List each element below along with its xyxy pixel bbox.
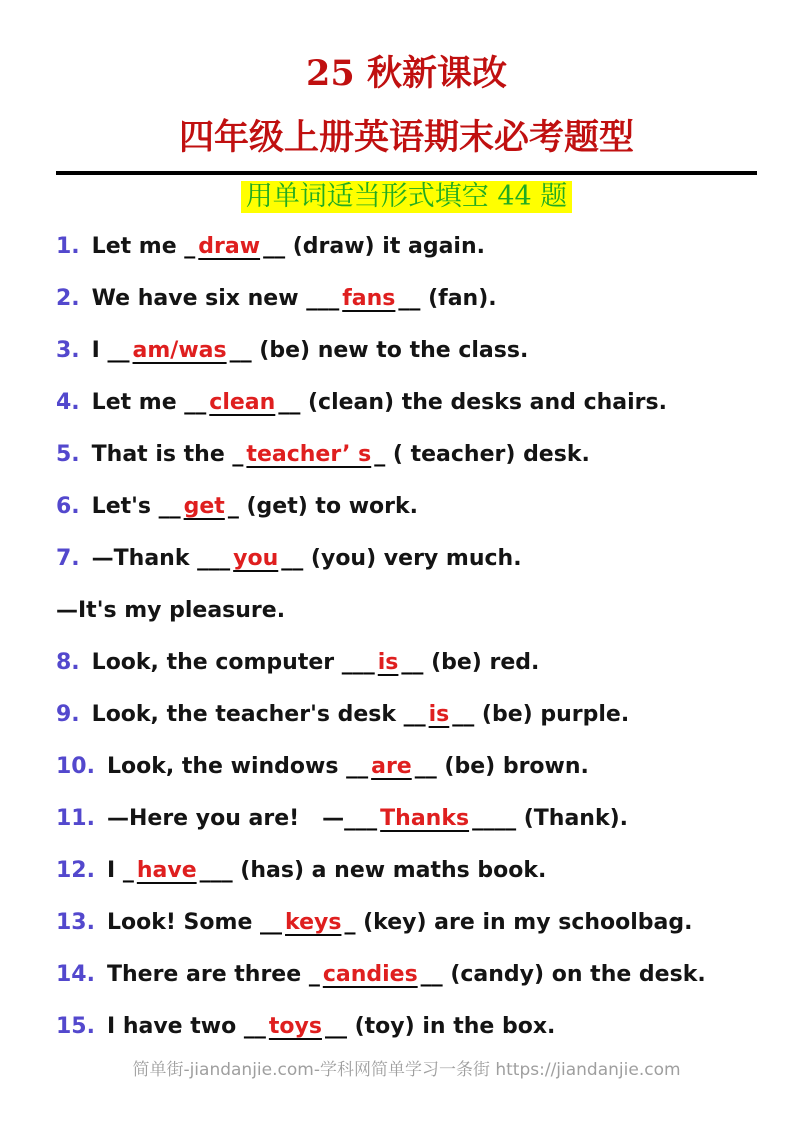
item-text-pre: —It's my pleasure. [56,597,286,623]
item-text-post: (has) a new maths book. [232,857,547,883]
item-text-post: (Thank). [516,805,628,831]
item-text-post: (toy) in the box. [346,1013,556,1039]
blank-underscore-right: _ [374,441,386,467]
blank-underscore-left: _ [232,441,244,467]
item-number: 4. [56,389,80,415]
item-text-post: (you) very much. [303,545,522,571]
item-sentence [107,910,693,935]
blank-underscore-left: ___ [197,545,231,571]
item-sentence [92,286,497,311]
item-number: 11. [56,805,95,831]
blank-underscore-right: __ [452,701,475,727]
item-answer: get [183,493,225,519]
item-text-pre: Let me [91,389,185,415]
blank-underscore-right: __ [420,961,443,987]
blank-underscore-right: __ [324,1013,347,1039]
blank-underscore-left: __ [243,1013,266,1039]
watermark-footer: 简单街-jiandanjie.com-学科网简单学习一条街 https://jiandanjie.com [132,1059,681,1080]
item-sentence [92,234,485,259]
page-title-line2: 四年级上册英语期末必考题型 [178,117,634,159]
item-text-pre: Look! Some [106,909,261,935]
item-answer: teacher’ s [246,441,372,467]
exercise-list [56,221,757,1053]
item-text-post: (be) brown. [436,753,589,779]
blank-underscore-right: ____ [472,805,517,831]
item-sentence [92,546,522,571]
item-sentence [92,442,590,467]
item-sentence [92,390,667,415]
item-text-pre: We have six new [91,285,307,311]
exercise-item [56,1001,757,1053]
item-sentence [107,858,546,883]
item-sentence [92,494,418,519]
exercise-item [56,273,757,325]
item-text-post: (key) are in my schoolbag. [355,909,693,935]
blank-underscore-right: __ [401,649,424,675]
item-answer: toys [268,1013,322,1039]
item-text-post: (get) to work. [238,493,418,519]
item-text-pre: —Thank [91,545,198,571]
blank-underscore-left: __ [158,493,181,519]
item-answer: draw [198,233,261,259]
item-number: 15. [56,1013,95,1039]
item-sentence [92,650,540,675]
item-answer: fans [342,285,396,311]
exercise-item [56,585,757,637]
item-answer: is [377,649,399,675]
blank-underscore-right: __ [281,545,304,571]
item-text-post: (candy) on the desk. [442,961,706,987]
item-text-pre: —Here you are! — [106,805,345,831]
item-text-pre: I [91,337,108,363]
item-text-post: ( teacher) desk. [385,441,590,467]
blank-underscore-left: ___ [344,805,378,831]
item-text-pre: Let me [91,233,185,259]
item-answer: is [428,701,450,727]
item-number: 14. [56,961,95,987]
exercise-item [56,377,757,429]
blank-underscore-left: _ [122,857,134,883]
blank-underscore-left: ___ [306,285,340,311]
blank-underscore-left: _ [184,233,196,259]
item-number: 8. [56,649,80,675]
item-answer: Thanks [380,805,470,831]
exercise-item [56,689,757,741]
item-text-post: (fan). [420,285,497,311]
item-text-pre: Look, the computer [91,649,342,675]
item-text-pre: Let's [91,493,159,519]
blank-underscore-left: __ [346,753,369,779]
item-text-post: (be) red. [423,649,540,675]
item-sentence [107,1014,555,1039]
blank-underscore-right: _ [227,493,239,519]
item-text-pre: Look, the windows [106,753,347,779]
item-number: 3. [56,337,80,363]
blank-underscore-right: ___ [199,857,233,883]
worksheet-header [56,54,757,159]
blank-underscore-left: __ [184,389,207,415]
exercise-item [56,325,757,377]
exercise-item [56,793,757,845]
exercise-item [56,533,757,585]
item-answer: are [371,753,412,779]
item-sentence [92,338,529,363]
exercise-item [56,897,757,949]
item-number: 7. [56,545,80,571]
item-text-post: (draw) it again. [285,233,485,259]
item-text-pre: I [106,857,123,883]
item-text-post: (be) purple. [474,701,630,727]
item-sentence [56,598,285,623]
item-text-pre: There are three [106,961,309,987]
exercise-item [56,429,757,481]
blank-underscore-left: __ [107,337,130,363]
item-answer: clean [209,389,276,415]
item-sentence [92,702,630,727]
exercise-item [56,741,757,793]
blank-underscore-right: _ [344,909,356,935]
item-number: 5. [56,441,80,467]
item-number: 10. [56,753,95,779]
blank-underscore-right: __ [263,233,286,259]
item-sentence [107,806,628,831]
exercise-item [56,221,757,273]
page-title-line1: 25 秋新课改 [306,53,507,94]
blank-underscore-left: _ [308,961,320,987]
exercise-item [56,845,757,897]
item-text-post: (clean) the desks and chairs. [300,389,667,415]
section-heading-highlighted: 用单词适当形式填空 44 题 [241,181,573,213]
section-heading-wrap [56,181,757,213]
item-text-pre: That is the [91,441,233,467]
exercise-item [56,481,757,533]
blank-underscore-right: __ [398,285,421,311]
exercise-item [56,637,757,689]
item-number: 6. [56,493,80,519]
blank-underscore-left: __ [260,909,283,935]
blank-underscore-left: ___ [341,649,375,675]
item-sentence [107,962,706,987]
item-answer: have [136,857,197,883]
item-answer: keys [285,909,342,935]
item-number: 9. [56,701,80,727]
blank-underscore-right: __ [414,753,437,779]
item-sentence [107,754,589,779]
item-number: 2. [56,285,80,311]
blank-underscore-left: __ [403,701,426,727]
item-number: 13. [56,909,95,935]
item-answer: candies [322,961,418,987]
item-text-post: (be) new to the class. [251,337,529,363]
item-text-pre: I have two [106,1013,244,1039]
blank-underscore-right: __ [278,389,301,415]
title-divider-rule [56,171,757,175]
item-answer: am/was [132,337,227,363]
item-number: 1. [56,233,80,259]
exercise-item [56,949,757,1001]
blank-underscore-right: __ [229,337,252,363]
item-text-pre: Look, the teacher's desk [91,701,404,727]
item-answer: you [233,545,279,571]
item-number: 12. [56,857,95,883]
